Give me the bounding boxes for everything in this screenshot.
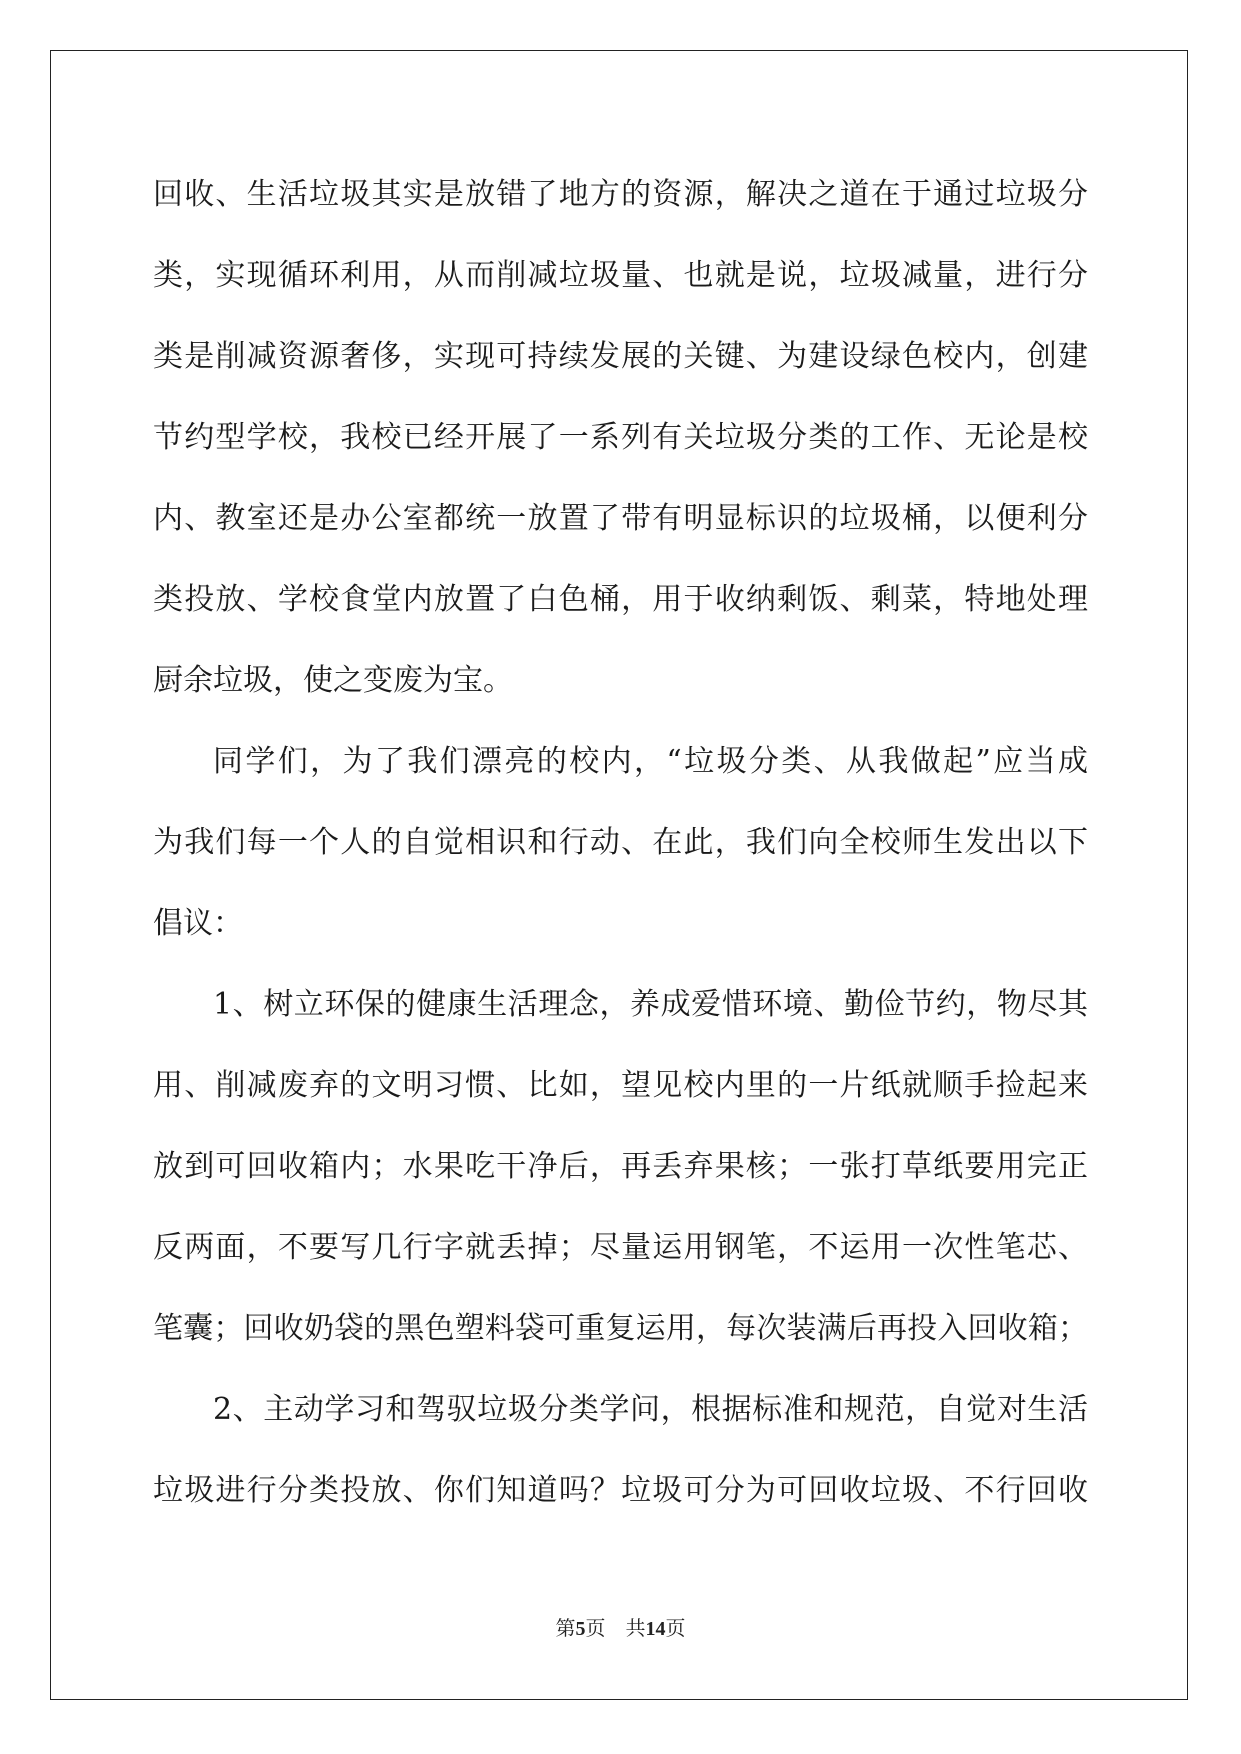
text-line: 厨余垃圾，使之变废为宝。 (153, 663, 513, 698)
text-line: 为我们每一个人的自觉相识和行动、在此，我们向全校师生发出以下 (153, 825, 1088, 860)
text-line: 垃圾进行分类投放、你们知道吗？垃圾可分为可回收垃圾、不行回收 (153, 1473, 1088, 1508)
paragraph-first-line: 2、主动学习和驾驭垃圾分类学问，根据标准和规范，自觉对生活 (213, 1392, 1088, 1427)
total-pages: 14 (645, 1618, 666, 1640)
footer-page-suffix: 页 (585, 1618, 606, 1640)
text-line: 反两面，不要写几行字就丢掉；尽量运用钢笔，不运用一次性笔芯、 (153, 1230, 1088, 1265)
text-line: 笔囊；回收奶袋的黑色塑料袋可重复运用，每次装满后再投入回收箱； (153, 1311, 1088, 1346)
footer-total-suffix: 页 (665, 1618, 686, 1640)
page-number: 5 (575, 1618, 586, 1640)
paragraph-first-line: 1、树立环保的健康生活理念，养成爱惜环境、勤俭节约，物尽其 (213, 987, 1088, 1022)
text-line: 类是削减资源奢侈，实现可持续发展的关键、为建设绿色校内，创建 (153, 339, 1088, 374)
text-line: 放到可回收箱内；水果吃干净后，再丢弃果核；一张打草纸要用完正 (153, 1149, 1088, 1184)
text-line: 内、教室还是办公室都统一放置了带有明显标识的垃圾桶，以便利分 (153, 501, 1088, 536)
document-body (153, 154, 1088, 1531)
text-line: 回收、生活垃圾其实是放错了地方的资源，解决之道在于通过垃圾分 (153, 177, 1088, 212)
footer-total-prefix: 共 (625, 1618, 646, 1640)
text-line: 类，实现循环利用，从而削减垃圾量、也就是说，垃圾减量，进行分 (153, 258, 1088, 293)
text-line: 类投放、学校食堂内放置了白色桶，用于收纳剩饭、剩菜，特地处理 (153, 582, 1088, 617)
text-line: 倡议： (153, 906, 243, 941)
text-line: 用、削减废弃的文明习惯、比如，望见校内里的一片纸就顺手捡起来 (153, 1068, 1088, 1103)
page-footer (0, 1612, 1241, 1641)
paragraph-first-line: 同学们，为了我们漂亮的校内，“垃圾分类、从我做起”应当成 (213, 744, 1088, 779)
footer-prefix: 第 (555, 1618, 576, 1640)
text-line: 节约型学校，我校已经开展了一系列有关垃圾分类的工作、无论是校 (153, 420, 1088, 455)
